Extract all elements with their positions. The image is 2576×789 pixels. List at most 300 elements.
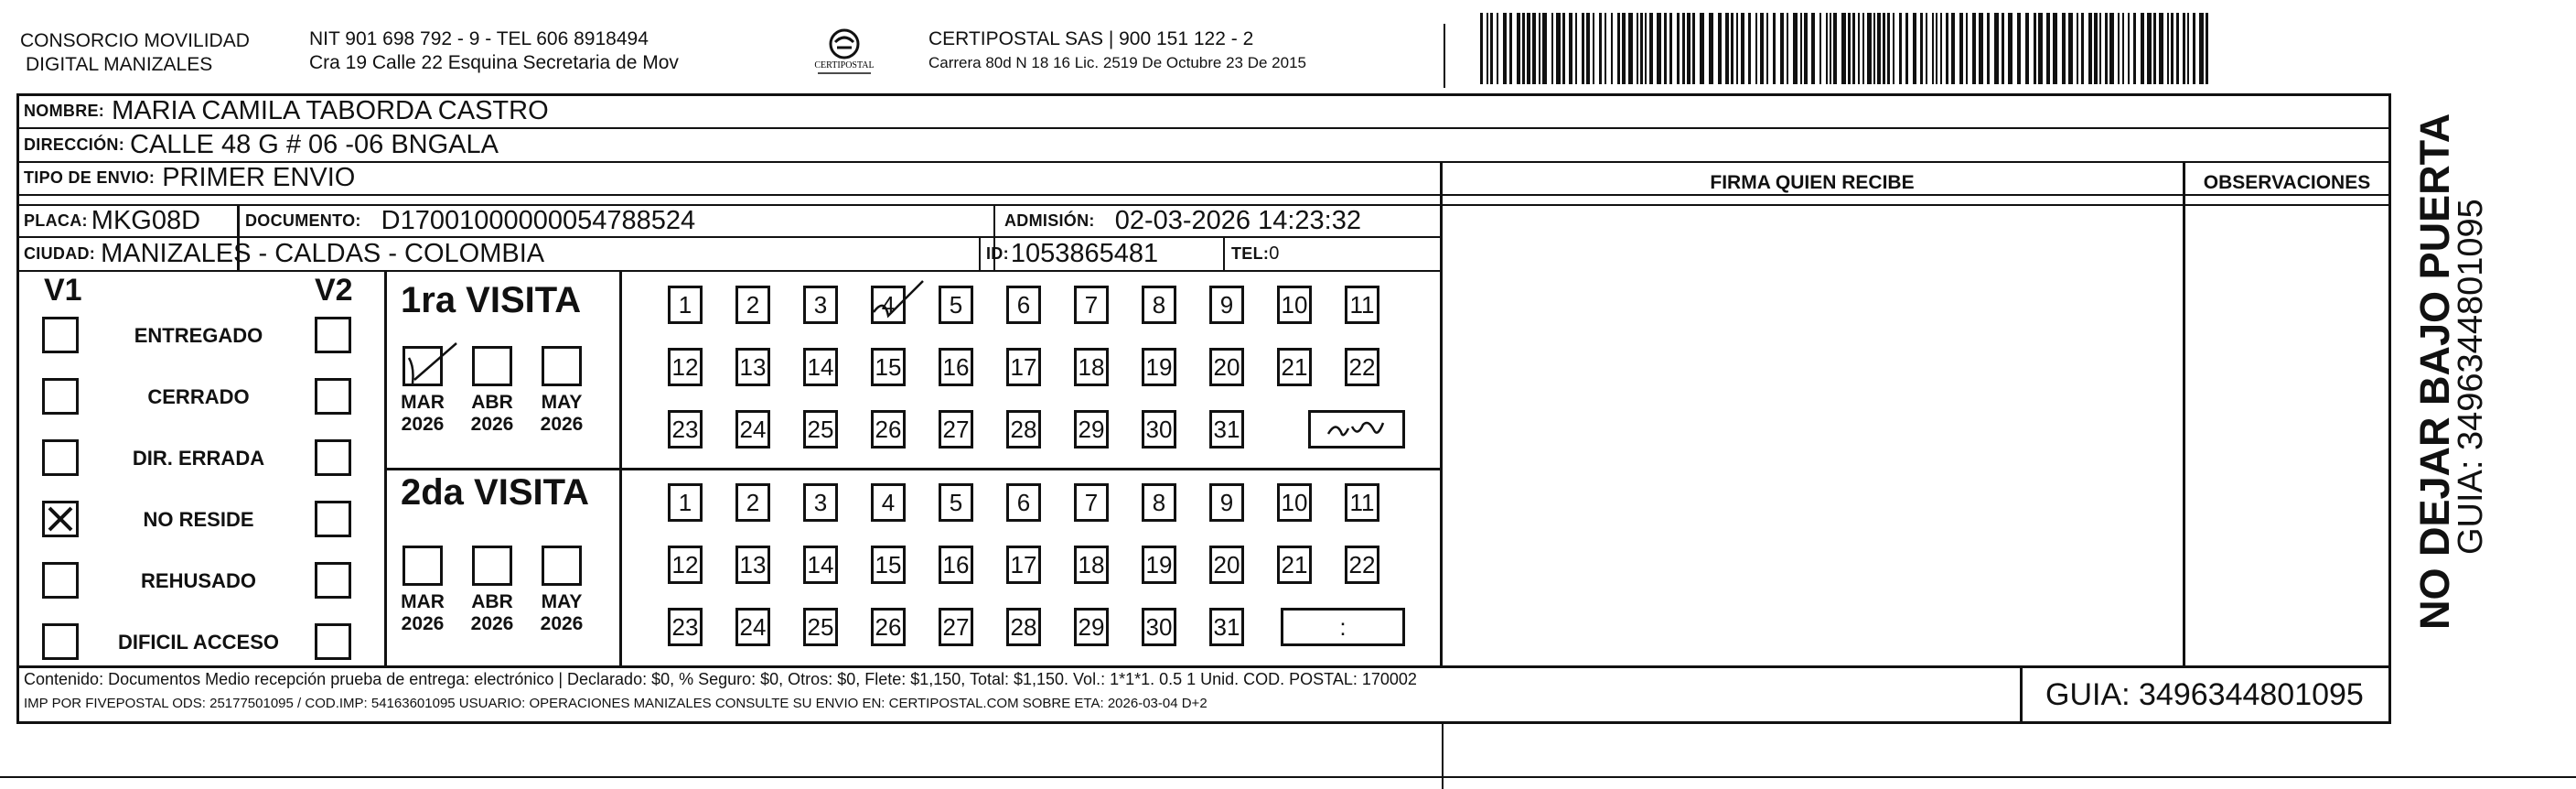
documento-label: DOCUMENTO: xyxy=(245,211,361,230)
day-number: 25 xyxy=(807,612,834,641)
barcode-bar xyxy=(1725,13,1729,84)
day-number: 22 xyxy=(1348,550,1376,578)
day-box[interactable] xyxy=(1074,483,1109,522)
nombre-row xyxy=(24,94,549,127)
day-box[interactable] xyxy=(1277,286,1312,324)
barcode-bar xyxy=(1575,13,1577,84)
day-box[interactable] xyxy=(803,286,838,324)
day-number: 7 xyxy=(1084,488,1099,516)
placa-label: PLACA: xyxy=(24,211,88,230)
day-number: 30 xyxy=(1145,415,1173,443)
day-box[interactable] xyxy=(1345,483,1379,522)
barcode-bar xyxy=(1800,13,1802,84)
month-checkbox[interactable] xyxy=(472,346,512,386)
day-box[interactable] xyxy=(1074,546,1109,584)
id-cell xyxy=(986,238,1158,270)
barcode-bar xyxy=(2094,13,2098,84)
barcode-bar xyxy=(1940,13,1942,84)
barcode-bar xyxy=(1979,13,1983,84)
status-label: REHUSADO xyxy=(141,569,256,592)
v1-checkbox[interactable] xyxy=(42,623,79,660)
v2-checkbox[interactable] xyxy=(315,439,351,476)
day-box[interactable] xyxy=(939,348,973,386)
barcode-bar xyxy=(2193,13,2195,84)
v1-label: V1 xyxy=(44,273,82,308)
barcode-bar xyxy=(1551,13,1553,84)
month-checkbox[interactable] xyxy=(472,546,512,586)
month-label xyxy=(465,392,520,436)
day-box[interactable] xyxy=(735,546,770,584)
barcode-bar xyxy=(1539,13,1540,84)
tel-value: 0 xyxy=(1269,243,1280,264)
day-box[interactable] xyxy=(1074,286,1109,324)
address-line: Cra 19 Calle 22 Esquina Secretaria de Mov xyxy=(309,52,679,73)
time-scribble-icon xyxy=(1315,416,1398,443)
month-checkbox[interactable] xyxy=(402,546,443,586)
barcode-bar xyxy=(1873,13,1875,84)
day-box[interactable] xyxy=(939,286,973,324)
first-visit-label: 1ra VISITA xyxy=(401,280,582,320)
barcode-bar xyxy=(1617,13,1620,84)
barcode-bar xyxy=(1480,13,1483,84)
day-number: 17 xyxy=(1010,352,1037,381)
tipo-value: PRIMER ENVIO xyxy=(162,163,356,192)
day-box[interactable] xyxy=(1209,546,1244,584)
nit-line: NIT 901 698 792 - 9 - TEL 606 8918494 xyxy=(309,28,649,49)
company-contact xyxy=(309,27,679,75)
barcode-bar xyxy=(1657,13,1661,84)
day-number: 21 xyxy=(1281,352,1308,381)
rule xyxy=(16,721,2391,724)
status-label: ENTREGADO xyxy=(134,324,263,347)
day-box[interactable] xyxy=(1006,410,1041,449)
ciudad-value: MANIZALES - CALDAS - COLOMBIA xyxy=(101,239,545,268)
day-box[interactable] xyxy=(1006,608,1041,646)
day-box[interactable] xyxy=(668,348,703,386)
barcode-bar xyxy=(1700,13,1704,84)
day-number: 25 xyxy=(807,415,834,443)
direccion-row xyxy=(24,128,499,161)
day-number: 4 xyxy=(881,488,896,516)
month-checkbox[interactable] xyxy=(542,346,582,386)
day-number: 28 xyxy=(1010,415,1037,443)
day-box[interactable] xyxy=(1142,546,1176,584)
barcode-bar xyxy=(1760,13,1764,84)
certipostal-line2: Carrera 80d N 18 16 Lic. 2519 De Octubre 23 De 2015 xyxy=(928,54,1306,71)
barcode-bar xyxy=(1862,13,1864,84)
day-number: 13 xyxy=(739,352,767,381)
day-number: 29 xyxy=(1078,415,1105,443)
barcode-bar xyxy=(2008,13,2012,84)
day-number: 2 xyxy=(746,488,760,516)
day-box[interactable] xyxy=(1277,546,1312,584)
rule xyxy=(2183,161,2185,666)
second-visit-time-box[interactable] xyxy=(1281,608,1405,646)
v1-checkbox[interactable] xyxy=(42,501,79,537)
v2-checkbox[interactable] xyxy=(315,317,351,353)
day-number: 3 xyxy=(813,290,828,319)
barcode-bar xyxy=(2153,13,2156,84)
barcode-bar xyxy=(1804,13,1808,84)
documento-cell xyxy=(245,205,695,236)
barcode-bar xyxy=(1599,13,1602,84)
day-number: 11 xyxy=(1349,488,1375,516)
barcode-bar xyxy=(1920,13,1923,84)
month-label xyxy=(395,591,450,635)
day-box[interactable] xyxy=(1006,286,1041,324)
month-year: 2026 xyxy=(470,414,514,435)
day-number: 14 xyxy=(807,352,834,381)
barcode-bar xyxy=(1913,13,1916,84)
month-name: MAR xyxy=(401,591,445,612)
nombre-value: MARIA CAMILA TABORDA CASTRO xyxy=(112,95,549,125)
v2-checkbox[interactable] xyxy=(315,623,351,660)
day-number: 28 xyxy=(1010,612,1037,641)
day-check-icon xyxy=(868,281,923,321)
month-year: 2026 xyxy=(540,613,584,634)
barcode-bar xyxy=(1542,13,1547,84)
svg-text:CERTIPOSTAL: CERTIPOSTAL xyxy=(814,60,875,70)
month-checkbox[interactable] xyxy=(542,546,582,586)
day-box[interactable] xyxy=(1209,348,1244,386)
side-guia: GUIA: 3496344801095 xyxy=(2452,199,2490,555)
month-label xyxy=(395,392,450,436)
day-number: 21 xyxy=(1281,550,1308,578)
rule xyxy=(1223,236,1225,270)
day-number: 4 xyxy=(881,290,896,319)
v1-checkbox[interactable] xyxy=(42,378,79,415)
day-box[interactable] xyxy=(1142,286,1176,324)
day-box[interactable] xyxy=(871,483,906,522)
barcode-bar xyxy=(2167,13,2169,84)
barcode-bar xyxy=(1893,13,1894,84)
certipostal-line1: CERTIPOSTAL SAS | 900 151 122 - 2 xyxy=(928,28,1254,49)
month-name: MAY xyxy=(541,392,583,413)
certipostal-logo xyxy=(805,26,884,81)
day-box[interactable] xyxy=(1345,348,1379,386)
barcode-bar xyxy=(2133,13,2136,84)
admision-value: 02-03-2026 14:23:32 xyxy=(1114,205,1361,235)
day-number: 2 xyxy=(746,290,760,319)
barcode-bar xyxy=(1718,13,1722,84)
v1-checkbox[interactable] xyxy=(42,562,79,599)
rule xyxy=(1442,723,1444,789)
barcode-bar xyxy=(2159,13,2163,84)
barcode xyxy=(1480,13,2212,84)
day-box[interactable] xyxy=(668,410,703,449)
day-number: 5 xyxy=(949,488,963,516)
barcode-bar xyxy=(1522,13,1525,84)
status-label: DIR. ERRADA xyxy=(132,447,265,470)
day-box[interactable] xyxy=(1209,608,1244,646)
barcode-bar xyxy=(2122,13,2124,84)
barcode-bar xyxy=(1780,13,1784,84)
barcode-bar xyxy=(1877,13,1881,84)
day-number: 16 xyxy=(942,352,970,381)
v1-checkbox[interactable] xyxy=(42,439,79,476)
barcode-bar xyxy=(1586,13,1590,84)
day-box[interactable] xyxy=(1074,348,1109,386)
firma-label: FIRMA QUIEN RECIBE xyxy=(1710,172,1915,193)
barcode-bar xyxy=(2199,13,2204,84)
admision-cell xyxy=(1004,205,1361,236)
barcode-bar xyxy=(1830,13,1831,84)
barcode-bar xyxy=(1787,13,1788,84)
barcode-bar xyxy=(2187,13,2189,84)
barcode-bar xyxy=(2105,13,2108,84)
v2-checkbox[interactable] xyxy=(315,562,351,599)
day-box[interactable] xyxy=(803,348,838,386)
status-label: NO RESIDE xyxy=(143,508,254,531)
documento-value: D17001000000054788524 xyxy=(381,205,696,235)
barcode-bar xyxy=(1899,13,1902,84)
day-number: 20 xyxy=(1213,550,1240,578)
day-box[interactable] xyxy=(1142,483,1176,522)
barcode-bar xyxy=(1509,13,1512,84)
barcode-bar xyxy=(1709,13,1713,84)
day-box[interactable] xyxy=(1209,286,1244,324)
barcode-bar xyxy=(1755,13,1757,84)
day-number: 6 xyxy=(1016,290,1031,319)
day-number: 31 xyxy=(1213,612,1240,641)
day-box[interactable] xyxy=(1345,546,1379,584)
day-box[interactable] xyxy=(871,348,906,386)
id-value: 1053865481 xyxy=(1010,239,1159,268)
day-number: 8 xyxy=(1152,488,1166,516)
day-number: 9 xyxy=(1219,488,1234,516)
month-label xyxy=(534,392,589,436)
month-checkbox[interactable] xyxy=(402,346,443,386)
day-box[interactable] xyxy=(803,546,838,584)
barcode-bar xyxy=(2118,13,2120,84)
v1-checkbox[interactable] xyxy=(42,317,79,353)
barcode-bar xyxy=(2053,13,2057,84)
barcode-bar xyxy=(1569,13,1572,84)
barcode-bar xyxy=(1951,13,1955,84)
day-number: 1 xyxy=(678,290,692,319)
day-number: 6 xyxy=(1016,488,1031,516)
v2-label: V2 xyxy=(315,273,353,308)
day-box[interactable] xyxy=(1142,608,1176,646)
ciudad-cell xyxy=(24,238,544,270)
direccion-label: DIRECCIÓN: xyxy=(24,135,124,154)
month-name: MAR xyxy=(401,392,445,413)
barcode-bar xyxy=(1669,13,1672,84)
day-number: 10 xyxy=(1281,488,1308,516)
barcode-bar xyxy=(2109,13,2114,84)
barcode-bar xyxy=(2141,13,2144,84)
day-box[interactable] xyxy=(1142,410,1176,449)
tel-cell xyxy=(1231,238,1279,270)
barcode-bar xyxy=(2025,13,2029,84)
tipo-label: TIPO DE ENVIO: xyxy=(24,168,156,187)
barcode-bar xyxy=(1664,13,1667,84)
day-box[interactable] xyxy=(939,608,973,646)
company-line1: CONSORCIO MOVILIDAD xyxy=(20,30,250,51)
day-number: 24 xyxy=(739,612,767,641)
day-box[interactable] xyxy=(1142,348,1176,386)
barcode-bar xyxy=(1841,13,1846,84)
company-line2: DIGITAL MANIZALES xyxy=(26,54,213,75)
barcode-bar xyxy=(2062,13,2066,84)
barcode-bar xyxy=(1826,13,1828,84)
barcode-bar xyxy=(1905,13,1908,84)
barcode-bar xyxy=(2088,13,2092,84)
day-number: 15 xyxy=(875,352,902,381)
barcode-bar xyxy=(1645,13,1647,84)
barcode-bar xyxy=(2038,13,2043,84)
barcode-bar xyxy=(1972,13,1976,84)
observaciones-label: OBSERVACIONES xyxy=(2203,172,2371,193)
day-number: 26 xyxy=(875,415,902,443)
header-tick xyxy=(1444,24,1449,88)
day-box[interactable] xyxy=(1074,410,1109,449)
day-box[interactable] xyxy=(1006,546,1041,584)
day-box[interactable] xyxy=(1209,483,1244,522)
day-number: 8 xyxy=(1152,290,1166,319)
barcode-bar xyxy=(1766,13,1768,84)
barcode-bar xyxy=(1582,13,1584,84)
rule xyxy=(16,665,2391,668)
check-x-icon xyxy=(45,503,76,535)
day-box[interactable] xyxy=(939,546,973,584)
status-label: CERRADO xyxy=(147,385,250,408)
day-number: 24 xyxy=(739,415,767,443)
v2-checkbox[interactable] xyxy=(315,378,351,415)
barcode-bar xyxy=(1731,13,1733,84)
barcode-bar xyxy=(2017,13,2021,84)
month-year: 2026 xyxy=(540,414,584,435)
barcode-bar xyxy=(1959,13,1963,84)
day-box[interactable] xyxy=(668,546,703,584)
day-box[interactable] xyxy=(803,483,838,522)
month-name: ABR xyxy=(471,392,513,413)
day-box[interactable] xyxy=(871,546,906,584)
day-number: 23 xyxy=(671,415,699,443)
day-box[interactable] xyxy=(1006,483,1041,522)
barcode-bar xyxy=(1682,13,1685,84)
barcode-bar xyxy=(1556,13,1561,84)
barcode-bar xyxy=(1748,13,1751,84)
day-box[interactable] xyxy=(939,410,973,449)
tel-label: TEL: xyxy=(1231,244,1270,263)
barcode-bar xyxy=(1677,13,1680,84)
day-number: 12 xyxy=(671,550,699,578)
day-box[interactable] xyxy=(871,286,906,324)
day-number: 20 xyxy=(1213,352,1240,381)
barcode-bar xyxy=(1811,13,1815,84)
day-box[interactable] xyxy=(1277,483,1312,522)
barcode-bar xyxy=(1490,13,1493,84)
day-box[interactable] xyxy=(668,483,703,522)
first-visit-time-box[interactable] xyxy=(1308,410,1405,449)
no-dejar-bajo-puerta: NO DEJAR BAJO PUERTA xyxy=(2411,113,2458,630)
day-box[interactable] xyxy=(1345,286,1379,324)
day-box[interactable] xyxy=(735,348,770,386)
barcode-bar xyxy=(1622,13,1626,84)
day-box[interactable] xyxy=(871,410,906,449)
barcode-bar xyxy=(2034,13,2036,84)
day-box[interactable] xyxy=(1006,348,1041,386)
day-box[interactable] xyxy=(735,286,770,324)
day-number: 23 xyxy=(671,612,699,641)
month-name: MAY xyxy=(541,591,583,612)
barcode-bar xyxy=(1858,13,1860,84)
day-number: 11 xyxy=(1349,290,1375,319)
rule xyxy=(16,93,19,723)
barcode-bar xyxy=(1628,13,1633,84)
barcode-bar xyxy=(1527,13,1530,84)
barcode-bar xyxy=(2176,13,2179,84)
rule xyxy=(979,236,981,270)
rule xyxy=(2020,665,2023,722)
barcode-bar xyxy=(2002,13,2004,84)
barcode-bar xyxy=(2206,13,2208,84)
barcode-bar xyxy=(1852,13,1855,84)
day-box[interactable] xyxy=(939,483,973,522)
rule xyxy=(16,270,1442,272)
rule xyxy=(384,468,1442,470)
day-number: 27 xyxy=(942,612,970,641)
day-box[interactable] xyxy=(668,286,703,324)
month-label xyxy=(534,591,589,635)
day-box[interactable] xyxy=(871,608,906,646)
day-box[interactable] xyxy=(803,410,838,449)
day-box[interactable] xyxy=(735,483,770,522)
day-number: 22 xyxy=(1348,352,1376,381)
barcode-bar xyxy=(1741,13,1744,84)
second-visit-time: : xyxy=(1339,612,1347,641)
barcode-bar xyxy=(1649,13,1653,84)
footer-imp: IMP POR FIVEPOSTAL ODS: 25177501095 / COD.IMP: 54163601095 USUARIO: OPERACIONES MANIZALES CONSULTE SU ENVIO EN: CERTIPOSTAL.COM SOBRE ETA: 2026-03-04 D+2 xyxy=(24,696,1208,711)
day-number: 14 xyxy=(807,550,834,578)
rule xyxy=(1442,194,2391,196)
barcode-bar xyxy=(2171,13,2174,84)
day-number: 19 xyxy=(1145,352,1173,381)
day-number: 26 xyxy=(875,612,902,641)
day-number: 18 xyxy=(1078,352,1105,381)
day-box[interactable] xyxy=(1209,410,1244,449)
v2-checkbox[interactable] xyxy=(315,501,351,537)
barcode-bar xyxy=(1692,13,1695,84)
barcode-bar xyxy=(1773,13,1776,84)
day-number: 16 xyxy=(942,550,970,578)
day-box[interactable] xyxy=(735,608,770,646)
day-number: 10 xyxy=(1281,290,1308,319)
footer-contents: Contenido: Documentos Medio recepción prueba de entrega: electrónico | Declarado: $0, % Seguro: $0, Otros: $0, Flete: $1,150, Total: $1,150. Vol.: 1*1*1. 0.5 1 Unid. COD. POSTAL: 170002 xyxy=(24,670,1417,688)
month-year: 2026 xyxy=(470,613,514,634)
day-box[interactable] xyxy=(735,410,770,449)
day-box[interactable] xyxy=(1277,348,1312,386)
barcode-bar xyxy=(1517,13,1520,84)
barcode-bar xyxy=(2099,13,2101,84)
day-number: 9 xyxy=(1219,290,1234,319)
day-number: 31 xyxy=(1213,415,1240,443)
barcode-bar xyxy=(1987,13,1990,84)
day-number: 12 xyxy=(671,352,699,381)
day-box[interactable] xyxy=(668,608,703,646)
second-visit-label: 2da VISITA xyxy=(401,472,589,513)
day-box[interactable] xyxy=(803,608,838,646)
barcode-bar xyxy=(1562,13,1565,84)
day-number: 18 xyxy=(1078,550,1105,578)
day-number: 3 xyxy=(813,488,828,516)
day-number: 19 xyxy=(1145,550,1173,578)
barcode-bar xyxy=(1819,13,1821,84)
cut-line xyxy=(0,776,2576,778)
day-number: 30 xyxy=(1145,612,1173,641)
day-box[interactable] xyxy=(1074,608,1109,646)
